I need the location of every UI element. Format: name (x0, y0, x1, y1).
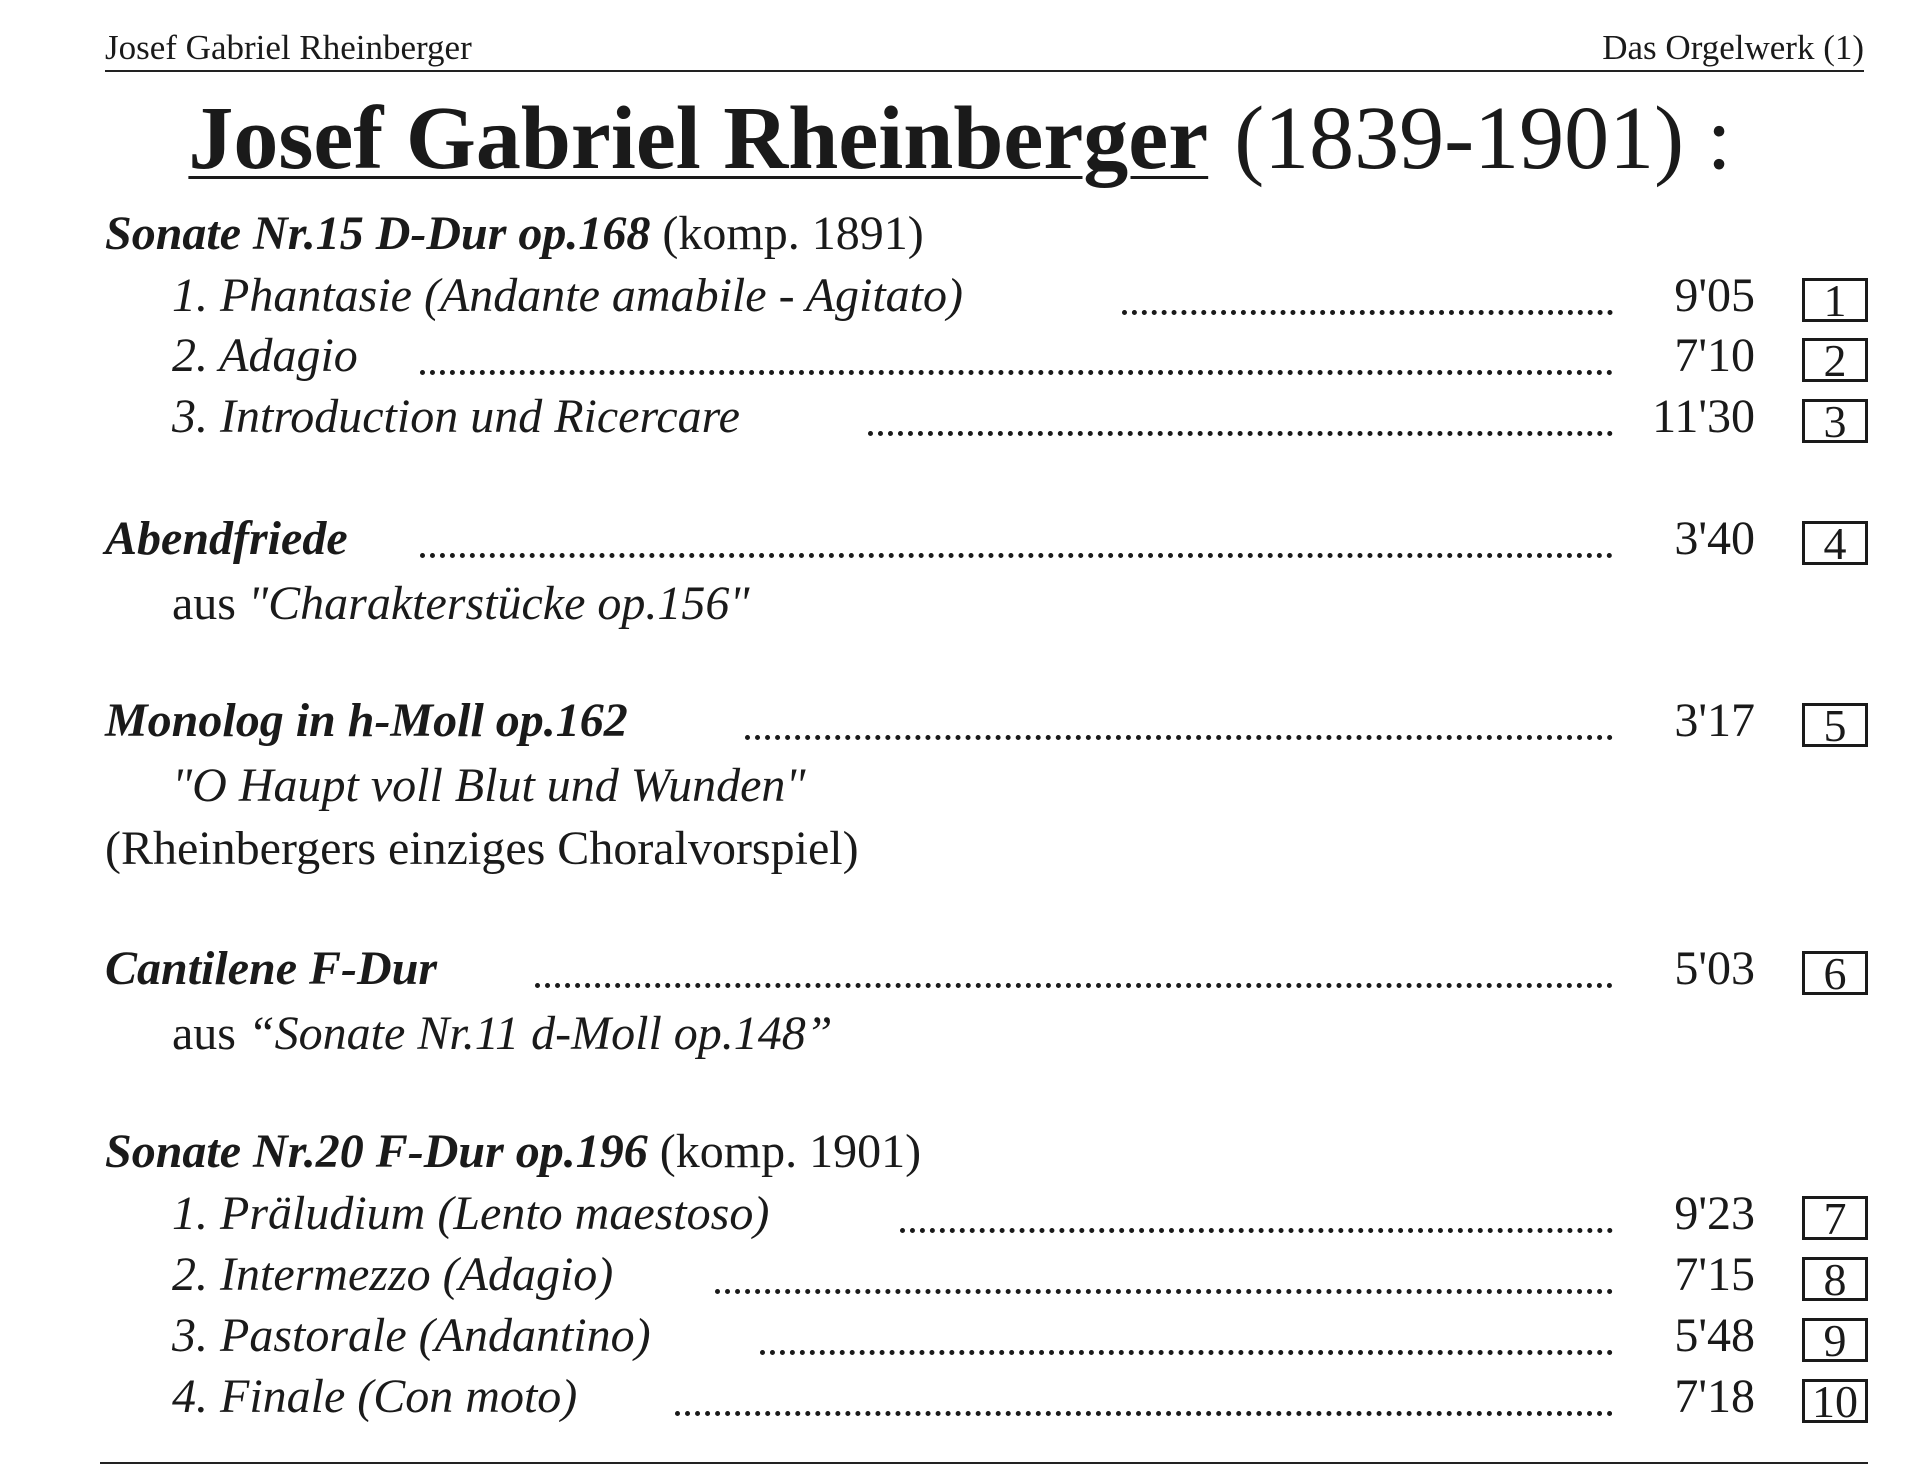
movement-title: 1. Präludium (Lento maestoso) (172, 1187, 770, 1240)
track-number-box: 10 (1802, 1379, 1868, 1423)
track-number-box: 2 (1802, 338, 1868, 382)
track-row (0, 329, 1920, 392)
work-title: Monolog in h-Moll op.162 (105, 694, 628, 747)
work-title: Abendfriede (105, 512, 348, 565)
work-title-line (105, 206, 924, 262)
work-title: Cantilene F-Dur (105, 942, 438, 995)
dot-leader (745, 735, 1613, 740)
work-title: Sonate Nr.15 D-Dur op.168 (105, 207, 651, 260)
track-row (0, 1187, 1920, 1250)
track-duration: 3'17 (1674, 694, 1755, 747)
track-row (0, 1309, 1920, 1372)
footer-divider (100, 1462, 1868, 1464)
track-duration: 11'30 (1652, 390, 1755, 443)
track-number-box: 4 (1802, 521, 1868, 565)
work-source (172, 1006, 832, 1062)
page-title (0, 84, 1920, 194)
source-title: “Sonate Nr.11 d-Moll op.148” (247, 1007, 833, 1060)
track-row (0, 1248, 1920, 1311)
track-row (0, 1370, 1920, 1433)
dot-leader (675, 1411, 1613, 1416)
dot-leader (420, 553, 1613, 558)
track-number-box: 9 (1802, 1318, 1868, 1362)
header-composer: Josef Gabriel Rheinberger (105, 28, 472, 67)
header-series: Das Orgelwerk (1) (1602, 28, 1864, 67)
dot-leader (760, 1350, 1613, 1355)
dot-leader (715, 1289, 1613, 1294)
source-prefix: aus (172, 1007, 236, 1060)
movement-title: 2. Adagio (172, 329, 358, 382)
movement-title: 4. Finale (Con moto) (172, 1370, 578, 1423)
header-divider (105, 70, 1864, 72)
work-title: Sonate Nr.20 F-Dur op.196 (105, 1125, 648, 1178)
track-row (0, 390, 1920, 453)
track-number-box: 5 (1802, 703, 1868, 747)
track-number-box: 6 (1802, 951, 1868, 995)
work-heading (0, 207, 1920, 270)
dot-leader (535, 983, 1613, 988)
track-duration: 7'15 (1674, 1248, 1755, 1301)
work-note: (komp. 1901) (659, 1125, 922, 1178)
movement-title: 3. Introduction und Ricercare (172, 390, 740, 443)
title-dates: (1839-1901) : (1234, 89, 1732, 188)
track-duration: 5'03 (1674, 942, 1755, 995)
title-composer: Josef Gabriel Rheinberger (188, 89, 1209, 188)
chorale-title: "O Haupt voll Blut und Wunden" (172, 759, 806, 812)
track-number-box: 1 (1802, 278, 1868, 322)
work-remark: (Rheinbergers einziges Choralvorspiel) (105, 822, 859, 875)
track-duration: 3'40 (1674, 512, 1755, 565)
work-title-line (105, 1124, 921, 1180)
track-duration: 7'18 (1674, 1370, 1755, 1423)
movement-title: 3. Pastorale (Andantino) (172, 1309, 651, 1362)
work-subtitle (172, 758, 806, 814)
movement-title: 1. Phantasie (Andante amabile - Agitato) (172, 269, 963, 322)
work-note: (komp. 1891) (662, 207, 924, 260)
movement-title: 2. Intermezzo (Adagio) (172, 1248, 614, 1301)
track-row (0, 269, 1920, 332)
track-row (0, 942, 1920, 1005)
track-duration: 5'48 (1674, 1309, 1755, 1362)
track-duration: 9'05 (1674, 269, 1755, 322)
dot-leader (868, 431, 1613, 436)
dot-leader (1122, 310, 1613, 315)
source-prefix: aus (172, 577, 236, 630)
work-source (172, 576, 750, 632)
track-number-box: 7 (1802, 1196, 1868, 1240)
dot-leader (420, 370, 1613, 375)
source-title: "Charakterstücke op.156" (247, 577, 750, 630)
track-row (0, 512, 1920, 575)
track-duration: 9'23 (1674, 1187, 1755, 1240)
track-row (0, 694, 1920, 757)
track-number-box: 3 (1802, 399, 1868, 443)
track-duration: 7'10 (1674, 329, 1755, 382)
track-number-box: 8 (1802, 1257, 1868, 1301)
dot-leader (900, 1228, 1613, 1233)
work-heading (0, 1125, 1920, 1188)
